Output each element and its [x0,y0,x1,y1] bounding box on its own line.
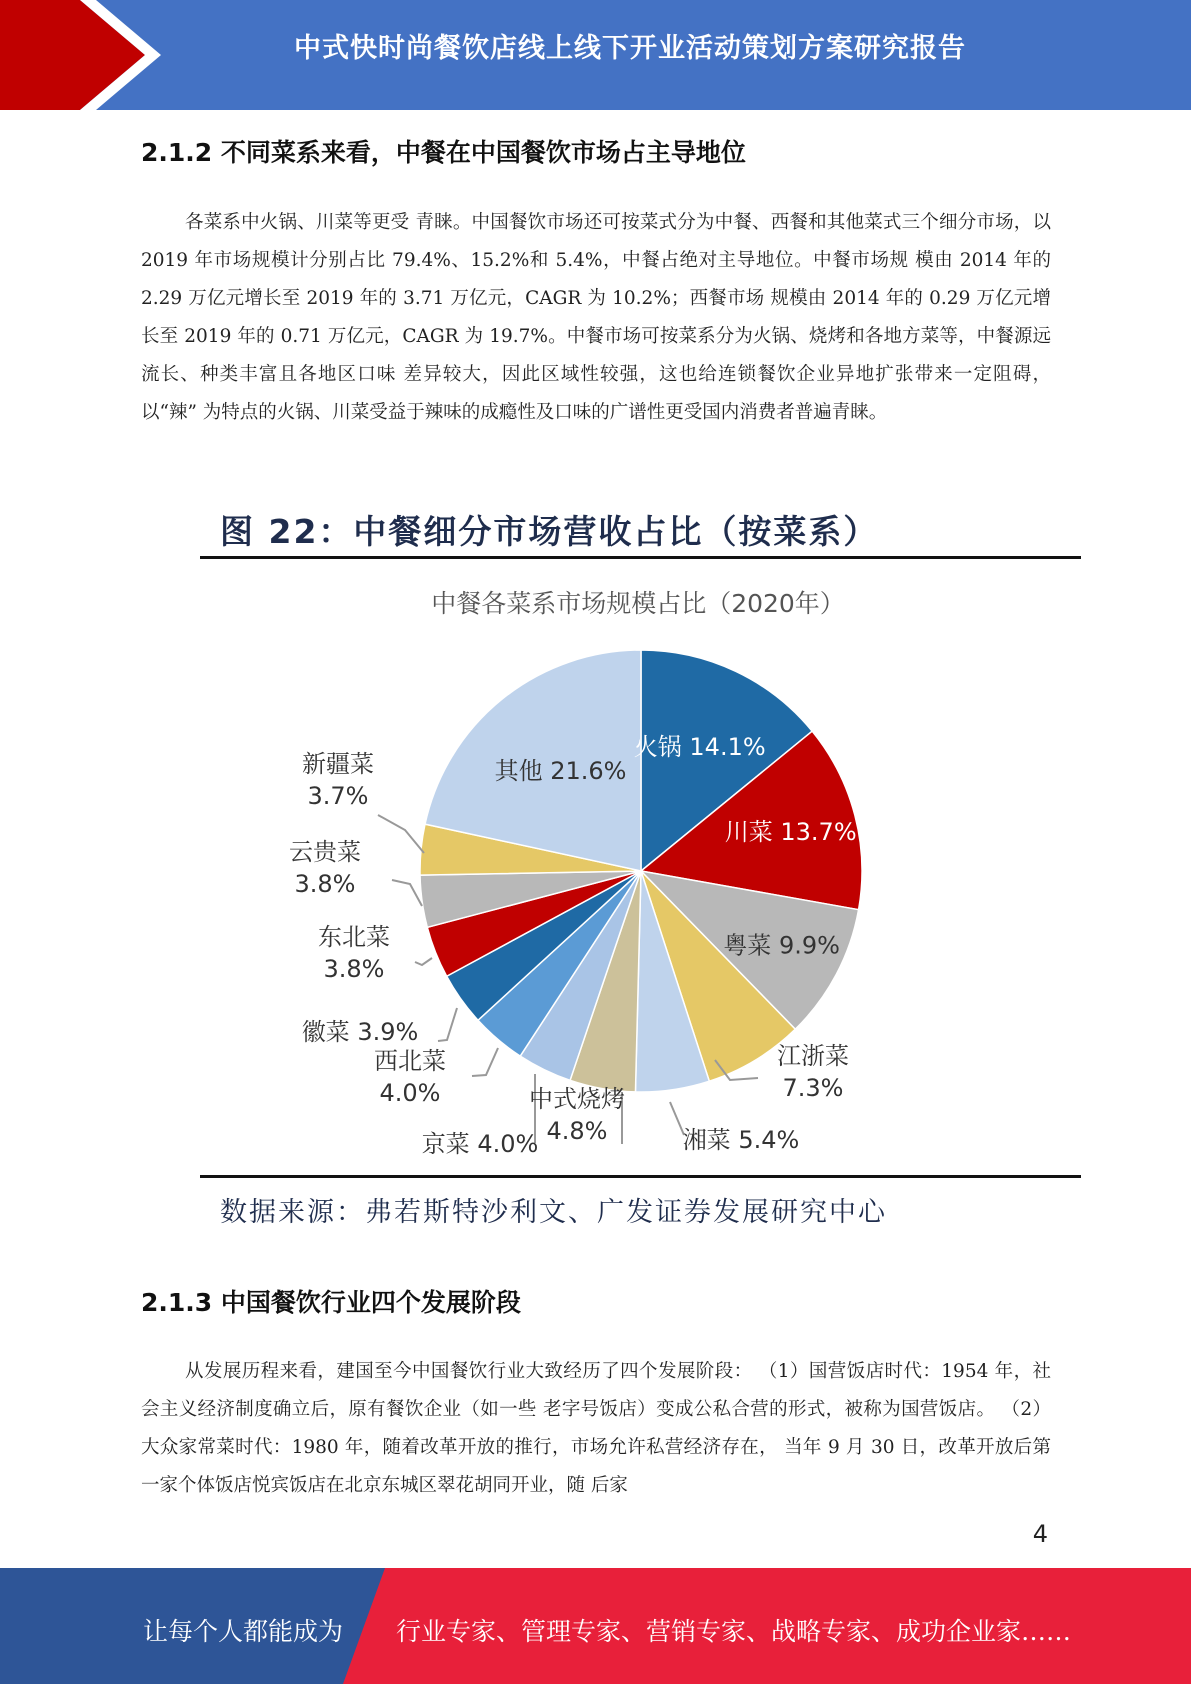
footer-left-text: 让每个人都能成为 [143,1617,344,1646]
slice-label-火锅: 火锅 14.1% [633,733,766,762]
leader-line-徽菜 [438,1008,457,1041]
slice-label-新疆菜: 新疆菜 3.7% [302,750,374,810]
slice-label-其他: 其他 21.6% [494,757,627,786]
pie-chart [200,580,1081,1170]
slice-label-西北菜: 西北菜 4.0% [374,1047,446,1107]
slice-label-江浙菜: 江浙菜 7.3% [777,1042,849,1102]
slice-label-粤菜: 粤菜 9.9% [723,931,840,960]
section-paragraph-2-1-2: 各菜系中火锅、川菜等更受 青睐。中国餐饮市场还可按菜式分为中餐、西餐和其他菜式三个细分市场，以 2019 年市场规模计分别占比 79.4%、15.2%和 5.4%，中餐占绝对主导地位。中餐市场规 模由 2014 年的 2.29 万亿元增长至 2019 年的 3.71 万亿元，CAGR 为 10.2%；西餐市场 规模由 2014 年的 0.29 万亿元增长至 2019 年的 0.71 万亿元，CAGR 为 19.7%。中餐市场可按菜系分为火锅、烧烤和各地方菜等，中餐源远流长、种类丰富且各地区口味 差异较大，因此区域性较强，这也给连锁餐饮企业异地扩张带来一定阻碍，以“辣” 为特点的火锅、川菜受益于辣味的成瘾性及口味的广谱性更受国内消费者普遍青睐。 [141,212,1051,423]
leader-line-云贵菜 [392,880,422,906]
leader-line-东北菜 [415,958,432,965]
figure-title: 图 22：中餐细分市场营收占比（按菜系） [220,512,879,551]
slice-label-徽菜: 徽菜 3.9% [301,1018,419,1046]
section-paragraph-2-1-3: 从发展历程来看，建国至今中国餐饮行业大致经历了四个发展阶段： （1）国营饭店时代：1954 年，社会主义经济制度确立后，原有餐饮企业（如一些 老字号饭店）变成公私合营的形式，被称为国营饭店。 （2）大众家常菜时代：1980 年，随着改革开放的推行，市场允许私营经济存在， 当年 9 月 30 日，改革开放后第一家个体饭店悦宾饭店在北京东城区翠花胡同开业，随 后家 [141,1361,1051,1496]
section-title-2-1-3: 2.1.3 中国餐饮行业四个发展阶段 [141,1288,521,1317]
slice-label-川菜: 川菜 13.7% [724,818,857,847]
slice-label-中式烧烤: 中式烧烤 4.8% [529,1085,625,1145]
chart-title: 中餐各菜系市场规模占比（2020年） [431,589,845,618]
slice-label-湘菜: 湘菜 5.4% [682,1126,800,1154]
figure-source: 数据来源：弗若斯特沙利文、广发证券发展研究中心 [220,1197,887,1228]
footer-right-text: 行业专家、管理专家、营销专家、战略专家、成功企业家…… [396,1617,1072,1646]
slice-label-东北菜: 东北菜 3.8% [318,923,390,983]
header-title: 中式快时尚餐饮店线上线下开业活动策划方案研究报告 [294,33,966,64]
slice-label-京菜: 京菜 4.0% [421,1130,539,1158]
section-title-2-1-2: 2.1.2 不同菜系来看，中餐在中国餐饮市场占主导地位 [141,138,746,167]
slice-label-云贵菜: 云贵菜 3.8% [289,838,361,898]
leader-line-新疆菜 [378,815,424,853]
figure-top-rule [200,556,1081,559]
leader-line-西北菜 [472,1048,498,1076]
figure-bottom-rule [200,1175,1081,1178]
page-number: 4 [1032,1520,1048,1548]
